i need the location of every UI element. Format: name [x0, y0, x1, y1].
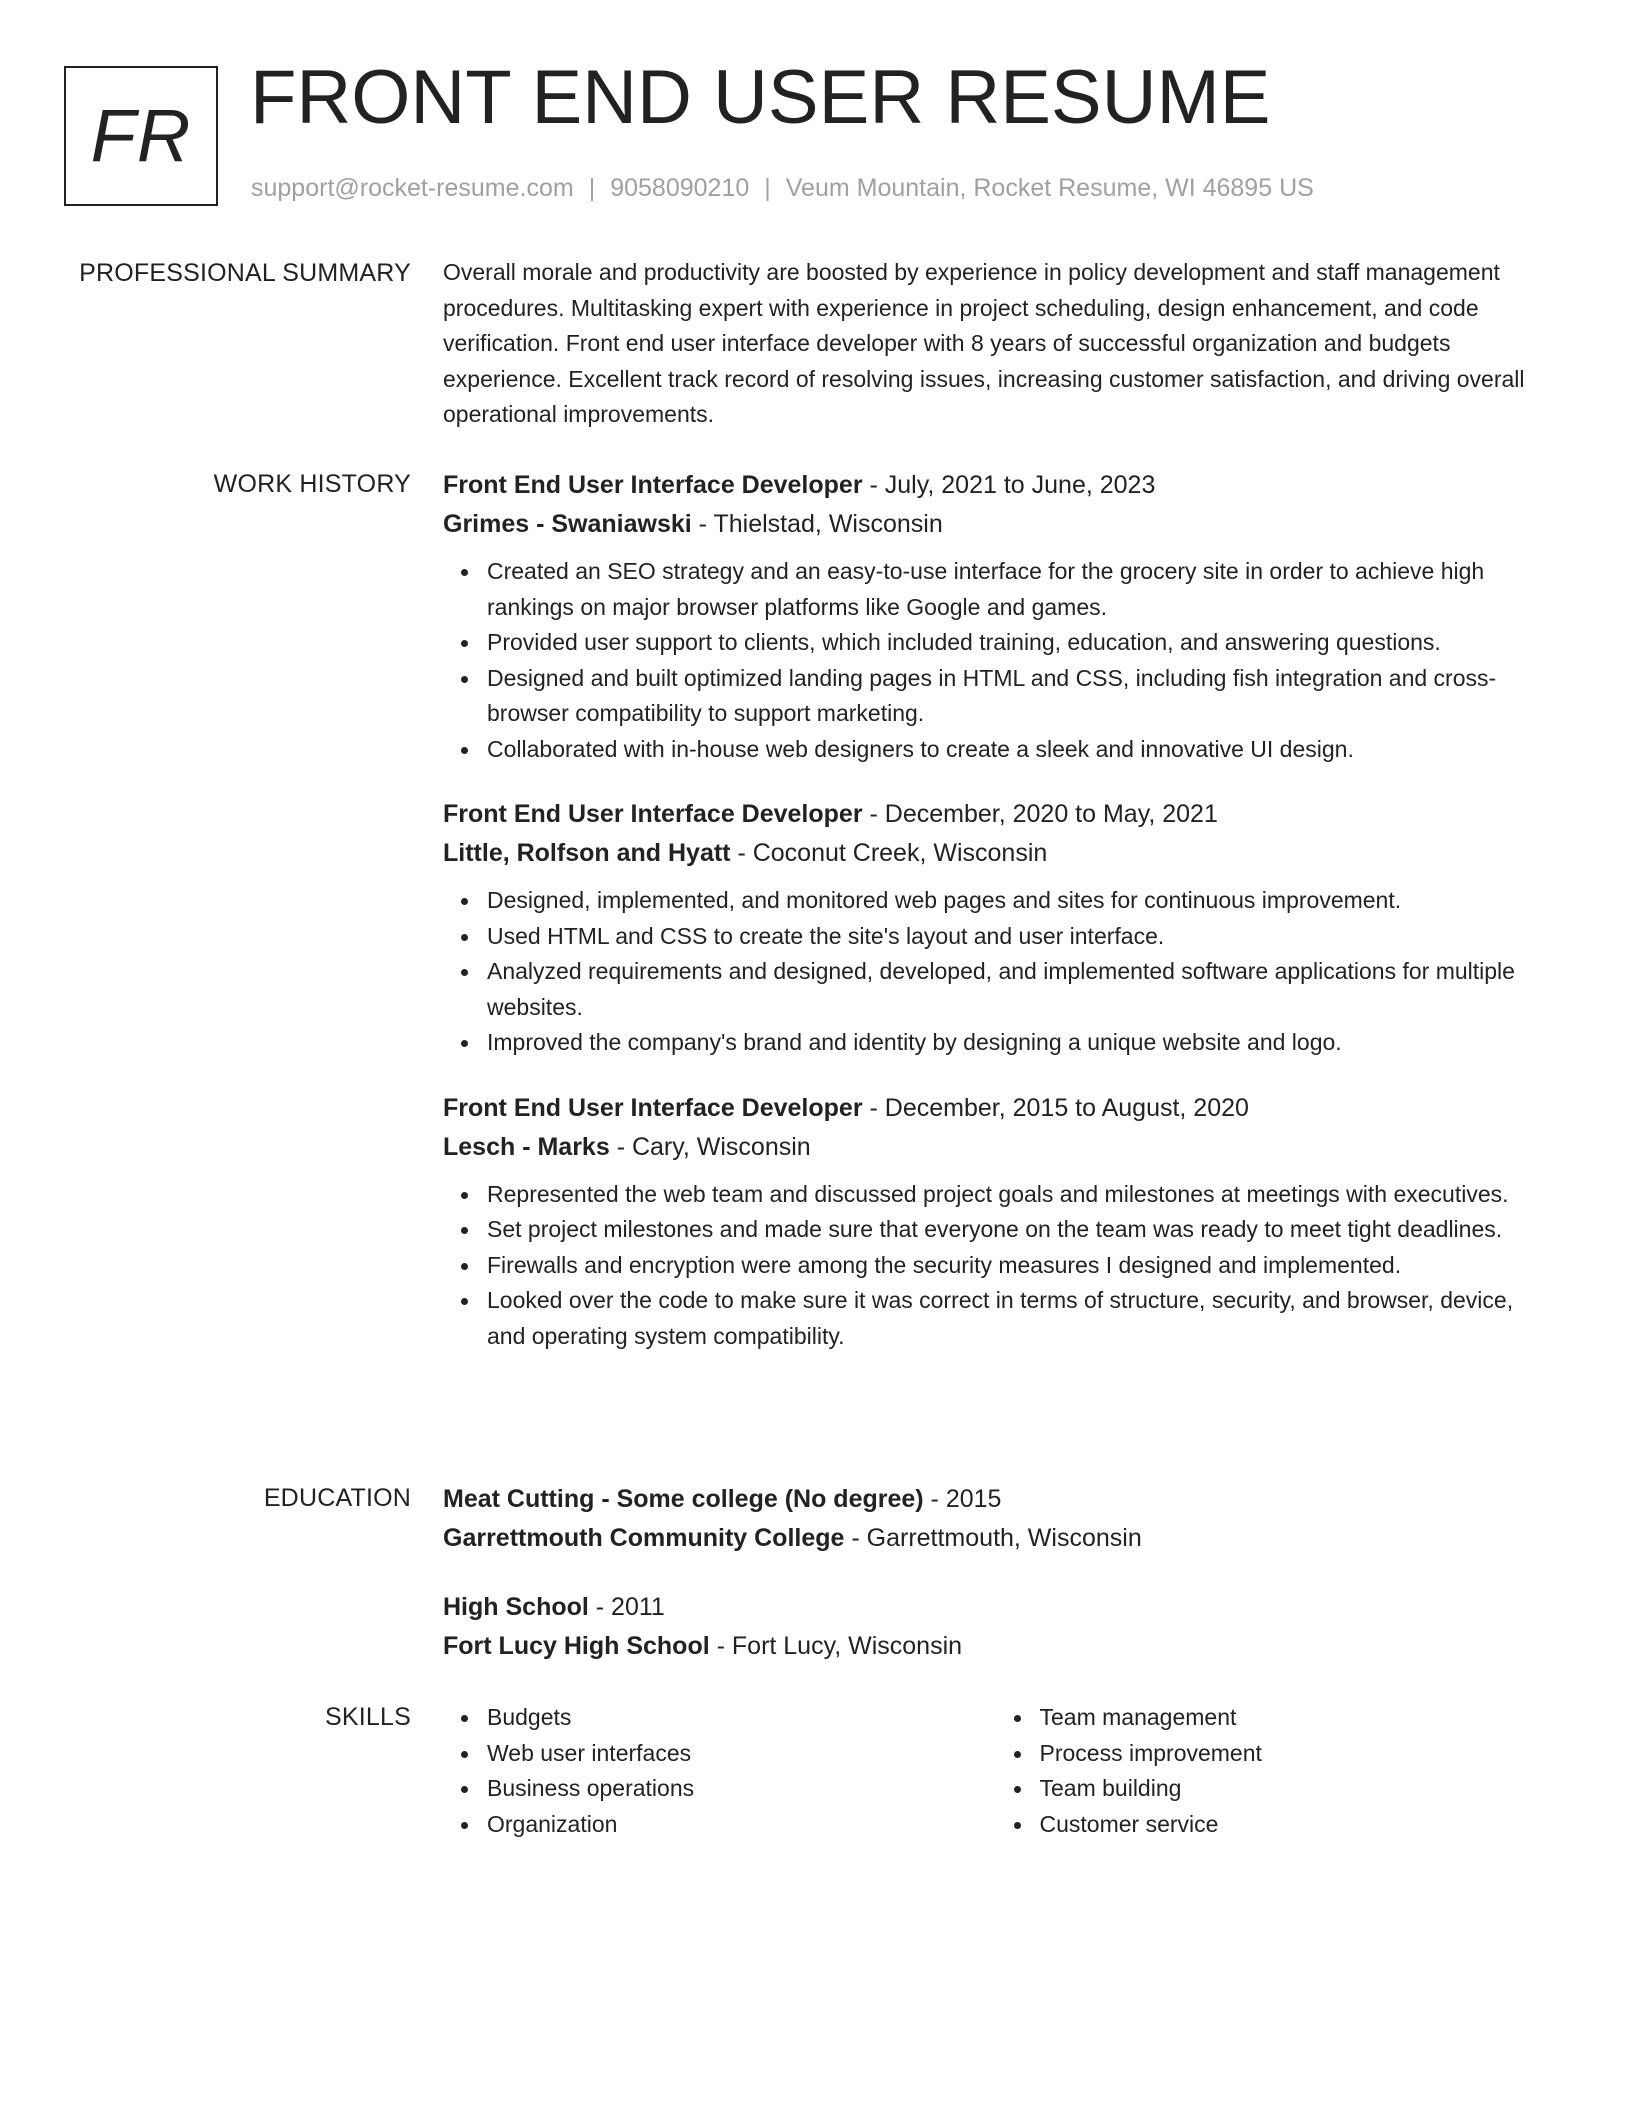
job-bullet: Created an SEO strategy and an easy-to-use interface for the grocery site in order to achieve high rankings on major browser platforms like Google and games.: [487, 554, 1548, 625]
job-company-line: [443, 1128, 1548, 1167]
education-degree: Meat Cutting - Some college (No degree): [443, 1485, 924, 1513]
education-degree-line: [443, 1480, 1548, 1519]
summary-body: [443, 259, 1548, 433]
section-label-skills: SKILLS: [325, 1703, 411, 1731]
job-bullet: Looked over the code to make sure it was correct in terms of structure, security, and browser, device, and operating system compatibility.: [487, 1283, 1548, 1354]
section-label-work: WORK HISTORY: [213, 470, 411, 498]
job-bullet: Provided user support to clients, which included training, education, and answering questions.: [487, 625, 1548, 661]
education-degree-line: [443, 1588, 1548, 1627]
monogram-initials: FR: [90, 94, 192, 177]
education-school-line: [443, 1627, 1548, 1666]
skills-columns: [443, 1700, 1548, 1842]
job-dates: - July, 2021 to June, 2023: [862, 471, 1156, 499]
job-location: - Cary, Wisconsin: [609, 1132, 811, 1161]
job-title: Front End User Interface Developer: [443, 800, 863, 828]
contact-phone: 9058090210: [610, 174, 750, 202]
work-history-body: [443, 466, 1548, 1382]
job-company: Lesch - Marks: [443, 1132, 610, 1161]
education-location: - Fort Lucy, Wisconsin: [709, 1632, 963, 1660]
job-bullet: Firewalls and encryption were among the security measures I designed and implemented.: [487, 1248, 1548, 1284]
contact-line: [251, 174, 1314, 203]
job-bullet: Analyzed requirements and designed, developed, and implemented software applications for multiple websites.: [487, 954, 1548, 1025]
job-title: Front End User Interface Developer: [443, 1093, 863, 1122]
skill-item: Team building: [1040, 1771, 1549, 1807]
skill-item: Customer service: [1040, 1807, 1549, 1843]
education-year: - 2011: [588, 1593, 665, 1621]
job-entry: [443, 466, 1548, 767]
job-company: Grimes - Swaniawski: [443, 510, 692, 538]
contact-separator: |: [588, 174, 596, 202]
education-entry: [443, 1588, 1548, 1666]
skill-item: Organization: [487, 1807, 996, 1843]
job-company-line: [443, 505, 1548, 544]
skill-item: Team management: [1040, 1700, 1549, 1736]
education-location: - Garrettmouth, Wisconsin: [844, 1524, 1142, 1552]
section-label-summary: PROFESSIONAL SUMMARY: [79, 259, 411, 287]
skill-item: Business operations: [487, 1771, 996, 1807]
job-dates: - December, 2015 to August, 2020: [862, 1093, 1249, 1122]
job-bullet: Collaborated with in-house web designers to create a sleek and innovative UI design.: [487, 732, 1548, 768]
job-title-line: [443, 795, 1548, 834]
education-year: - 2015: [923, 1485, 1002, 1513]
job-company: Little, Rolfson and Hyatt: [443, 839, 731, 867]
job-bullet: Used HTML and CSS to create the site's layout and user interface.: [487, 919, 1548, 955]
job-location: - Coconut Creek, Wisconsin: [730, 839, 1048, 867]
job-bullets: [443, 554, 1548, 767]
resume-title: FRONT END USER RESUME: [250, 55, 1271, 140]
contact-address: Veum Mountain, Rocket Resume, WI 46895 US: [785, 174, 1314, 202]
education-degree: High School: [443, 1593, 589, 1621]
skill-item: Web user interfaces: [487, 1736, 996, 1772]
job-bullet: Improved the company's brand and identity by designing a unique website and logo.: [487, 1025, 1548, 1061]
education-school-line: [443, 1519, 1548, 1558]
monogram-box: [64, 66, 218, 206]
education-entry: [443, 1480, 1548, 1558]
job-bullet: Set project milestones and made sure that everyone on the team was ready to meet tight deadlines.: [487, 1212, 1548, 1248]
job-title-line: [443, 466, 1548, 505]
skills-column-right: [996, 1700, 1549, 1842]
job-entry: [443, 795, 1548, 1061]
job-bullets: [443, 1177, 1548, 1355]
job-dates: - December, 2020 to May, 2021: [862, 800, 1218, 828]
job-title-line: [443, 1089, 1548, 1128]
job-company-line: [443, 834, 1548, 873]
job-bullet: Designed and built optimized landing pages in HTML and CSS, including fish integration and cross-browser compatibility to support marketing.: [487, 661, 1548, 732]
skill-item: Budgets: [487, 1700, 996, 1736]
job-title: Front End User Interface Developer: [443, 471, 863, 499]
job-bullets: [443, 883, 1548, 1061]
contact-separator: |: [764, 174, 771, 202]
job-entry: [443, 1089, 1548, 1355]
education-school: Fort Lucy High School: [443, 1632, 710, 1660]
skills-column-left: [443, 1700, 996, 1842]
job-bullet: Represented the web team and discussed project goals and milestones at meetings with executives.: [487, 1177, 1548, 1213]
education-school: Garrettmouth Community College: [443, 1524, 845, 1552]
skills-body: [443, 1700, 1548, 1842]
job-location: - Thielstad, Wisconsin: [691, 510, 943, 538]
contact-email: support@rocket-resume.com: [251, 174, 574, 202]
job-bullet: Designed, implemented, and monitored web pages and sites for continuous improvement.: [487, 883, 1548, 919]
section-label-education: EDUCATION: [263, 1484, 411, 1512]
education-body: [443, 1480, 1548, 1696]
skill-item: Process improvement: [1040, 1736, 1549, 1772]
summary-text: Overall morale and productivity are boosted by experience in policy development and staff management procedures. Multitasking expert with experience in project scheduling, design enhancement, and code verification. Front end user interface developer with 8 years of successful organization and budgets experience. Excellent track record of resolving issues, increasing customer satisfaction, and driving overall operational improvements.: [443, 259, 1525, 427]
